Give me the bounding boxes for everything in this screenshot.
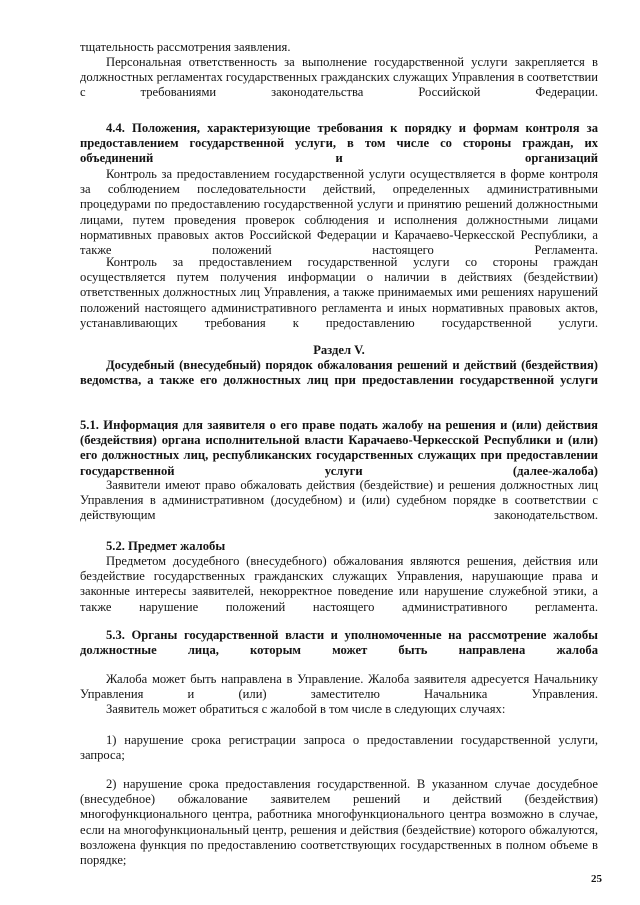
responsibility-paragraph: Персональная ответственность за выполнение государственной услуги закрепляется в должностных регламентах государственных гражданских служащих Управления в соответствии с требованиями законодательства Российской Федерации. <box>80 55 598 100</box>
section-4-4-paragraph-2: Контроль за предоставлением государственной услуги со стороны граждан осуществляется путем получения информации о наличии в действиях (бездействии) ответственных должностных лиц Управления, а также принимаемых ими решениях нарушений положений настоящего административного регламента и иных нормативных правовых актов, устанавливающих требования к предоставлению государственной услуги. <box>80 255 598 330</box>
section-5-3-paragraph-1: Жалоба может быть направлена в Управление. Жалоба заявителя адресуется Начальнику Управления и (или) заместителю Начальника Управления. <box>80 672 598 702</box>
complaint-case-item-2: 2) нарушение срока предоставления государственной. В указанном случае досудебное (внесудебное) обжалование заявителем решений и действий (бездействия) многофункционального центра, работника многофункционального центра возможно в случае, если на многофункциональный центр, решения и действия (бездействие) которого обжалуются, возложена функция по предоставлению соответствующих государственных в полном объеме в порядке; <box>80 777 598 868</box>
complaint-case-item-1: 1) нарушение срока регистрации запроса о предоставлении государственной услуги, запроса; <box>80 733 598 763</box>
section-5-2-heading: 5.2. Предмет жалобы <box>106 539 226 553</box>
section-5-1-paragraph: Заявители имеют право обжаловать действия (бездействие) и решения должностных лиц Управления в административном (досудебном) и (или) судебном порядке в соответствии с действующим законодательством. <box>80 478 598 523</box>
section-5-2-paragraph: Предметом досудебного (внесудебного) обжалования являются решения, действия или бездействие государственных гражданских служащих Управления, нарушающие права и законные интересы заявителей, некорректное поведение или нарушение служебной этики, а также нарушение положений настоящего административного регламента. <box>80 554 598 614</box>
section-5-1-heading: 5.1. Информация для заявителя о его праве подать жалобу на решения и (или) действия (бездействия) органа исполнительной власти Карачаево-Черкесской Республики и (или) его должностных лиц, республиканских государственных служащих при предоставлении государственной услуги (далее-жалоба) <box>80 418 598 478</box>
section-4-4-heading: 4.4. Положения, характеризующие требования к порядку и формам контроля за предоставлением государственной услуги, в том числе со стороны граждан, их объединений и организаций <box>80 121 598 166</box>
section-5-3-heading: 5.3. Органы государственной власти и уполномоченные на рассмотрение жалобы должностные лица, которым может быть направлена жалоба <box>80 628 598 658</box>
section-5-subtitle: Досудебный (внесудебный) порядок обжалования решений и действий (бездействия) ведомства, а также его должностных лиц при предоставлении государственной услуги <box>80 358 598 388</box>
continuation-text: тщательность рассмотрения заявления. <box>80 40 291 54</box>
section-5-title: Раздел V. <box>313 343 365 357</box>
section-5-3-paragraph-2: Заявитель может обратиться с жалобой в том числе в следующих случаях: <box>106 702 506 716</box>
page-number: 25 <box>591 873 602 885</box>
section-4-4-paragraph-1: Контроль за предоставлением государственной услуги осуществляется в форме контроля за соблюдением последовательности действий, определенных административными процедурами по предоставлению государственной услуги и принятию решений должностными лицами, путем проведения проверок соблюдения и исполнения должностными лицами нормативных правовых актов Российской Федерации и Карачаево-Черкесской Республики, а также положений настоящего Регламента. <box>80 167 598 258</box>
